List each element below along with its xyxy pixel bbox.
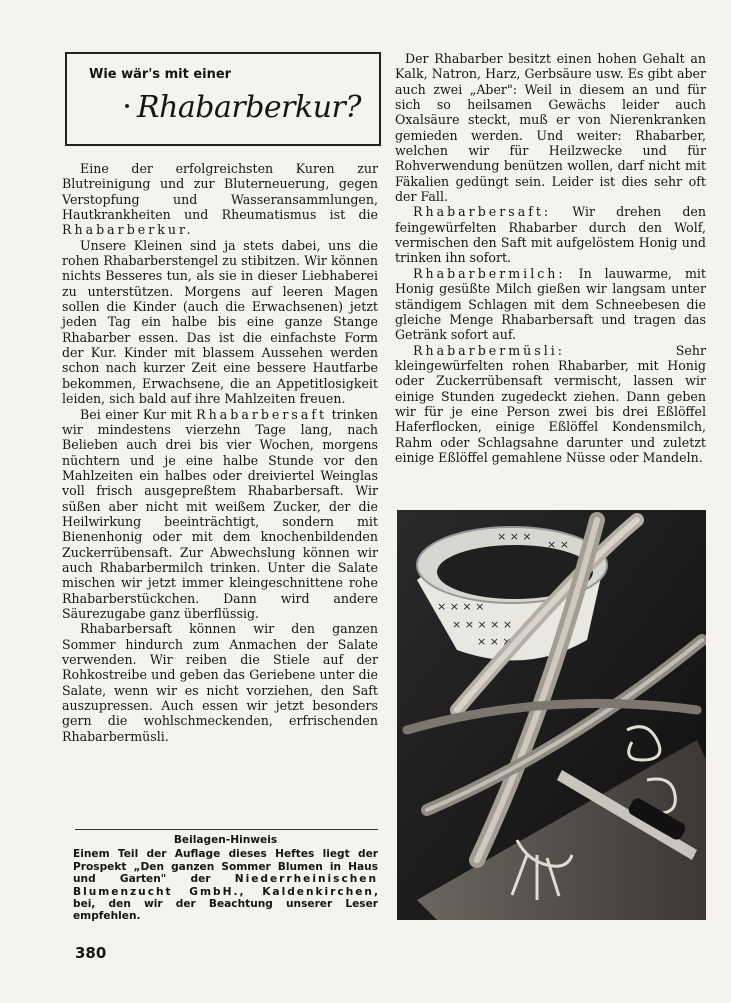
title-kicker: Wie wär's mit einer (89, 67, 232, 82)
rhubarb-photo-illustration (397, 510, 706, 920)
svg-text:× × ×: × × × (497, 530, 532, 543)
notice-body: Einem Teil der Auflage dieses Heftes liegt der Prospekt „Den ganzen Sommer Blumen in Haus und Garten" der Niederrheinischen Blumenzucht GmbH., Kaldenkirchen, bei, den wir der Beachtung unserer Leser empfehlen. (73, 848, 378, 923)
left-column (62, 161, 378, 744)
article-title: Rhabarberkur? (137, 90, 361, 125)
left-paragraph-4: Rhabarbersaft können wir den ganzen Sommer hindurch zum Anmachen der Salate verwenden. Wir reiben die Stiele auf der Rohkostreibe und geben das Geriebene unter die Salate, wenn wir es nicht vorziehen, den Saft auszupressen. Auch essen wir jetzt besonders gern die wohlschmeckenden, erfrischenden Rhabarbermüsli. (62, 621, 378, 744)
notice-divider (75, 829, 378, 830)
left-paragraph-3: Bei einer Kur mit Rhabarbersaft trinken wir mindestens vierzehn Tage lang, nach Belieben auch drei bis vier Wochen, morgens nüchtern und je eine halbe Stunde vor den Mahlzeiten ein halbes oder dreiviertel Weinglas voll frisch ausgepreßtem Rhabarbersaft. Wir süßen aber nicht mit weißem Zucker, der die Heilwirkung beeinträchtigt, sondern mit Bienenhonig oder mit dem knochenbildenden Zuckerrübensaft. Zur Abwechslung können wir auch Rhabarbermilch trinken. Unter die Salate mischen wir jetzt immer kleingeschnittene rohe Rhabarberstückchen. Dann wird andere Säurezugabe ganz überflüssig. (62, 406, 379, 621)
svg-text:× ×: × × (547, 538, 569, 551)
right-paragraph-2: Rhabarbersaft: Wir drehen den feingewürfelten Rhabarber durch den Wolf, vermischen den Saft mit aufgelöstem Honig und trinken ihn sofort. (395, 204, 706, 266)
title-box (65, 52, 381, 146)
page-number: 380 (75, 944, 107, 962)
svg-text:× × × ×: × × × × (477, 635, 525, 648)
svg-text:× × × × ×: × × × × × (452, 618, 513, 631)
right-paragraph-1: Der Rhabarber besitzt einen hohen Gehalt an Kalk, Natron, Harz, Gerbsäure usw. Es gibt aber auch zwei „Aber": Weil in diesem an und für sich so heilsamen Gewächs leider auch Oxalsäure steckt, muß er von Nierenkranken gemieden werden. Und weiter: Rhabarber, welchen wir für Heilzwecke und für Rohverwendung benützen wollen, darf nicht mit Fäkalien gedüngt sein. Leider ist dies sehr oft der Fall. (395, 51, 706, 205)
term-rhabarbersaft: Rhabarbersaft (196, 406, 328, 422)
notice-company: Niederrheinischen Blumenzucht GmbH., Kaldenkirchen (73, 873, 378, 898)
title-bullet (125, 104, 129, 108)
term-rhabarberkur: Rhabarberkur. (62, 222, 194, 238)
term-rhabarbermilch: Rhabarbermilch: (413, 265, 566, 281)
term-rhabarbersaft-recipe: Rhabarbersaft: (413, 204, 552, 220)
rhubarb-photo (397, 510, 706, 920)
left-paragraph-1: Eine der erfolgreichsten Kuren zur Blutreinigung und zur Bluterneuerung, gegen Verstopfung und Wasseransammlungen, Hautkrankheiten und Rheumatismus ist die Rhabarberkur. (62, 161, 378, 238)
left-paragraph-2: Unsere Kleinen sind ja stets dabei, uns die rohen Rhabarberstengel zu stibitzen. Wir können nichts Besseres tun, als sie in dieser Liebhaberei zu unterstützen. Morgens auf leeren Magen sollen die Kinder (auch die Erwachsenen) jetzt jeden Tag ein halbe bis eine ganze Stange Rhabarber essen. Das ist die einfachste Form der Kur. Kinder mit blassem Aussehen werden schon nach kurzer Zeit eine bessere Hautfarbe bekommen, Erwachsene, die an Appetitlosigkeit leiden, sich bald auf ihre Mahlzeiten freuen. (62, 237, 378, 407)
supplement-notice (73, 834, 378, 923)
notice-heading: Beilagen-Hinweis (173, 834, 278, 846)
term-rhabarbermuesli: Rhabarbermüsli: (413, 342, 566, 358)
right-column (395, 51, 706, 465)
svg-text:× × × ×: × × × × (437, 600, 485, 613)
right-paragraph-3: Rhabarbermilch: In lauwarme, mit Honig gesüßte Milch gießen wir langsam unter ständigem Schlagen mit dem Schneebesen die gleiche Menge Rhabarbersaft und tragen das Getränk sofort auf. (395, 265, 706, 343)
right-paragraph-4: Rhabarbermüsli: Sehr kleingewürfelten rohen Rhabarber, mit Honig oder Zuckerrübensaft vermischt, lassen wir einige Stunden zugedeckt ziehen. Dann geben wir für je eine Person zwei bis drei Eßlöffel Haferflocken, einige Eßlöffel Kondensmilch, Rahm oder Schlagsahne darunter und zuletzt einige Eßlöffel gemahlene Nüsse oder Mandeln. (395, 342, 706, 465)
